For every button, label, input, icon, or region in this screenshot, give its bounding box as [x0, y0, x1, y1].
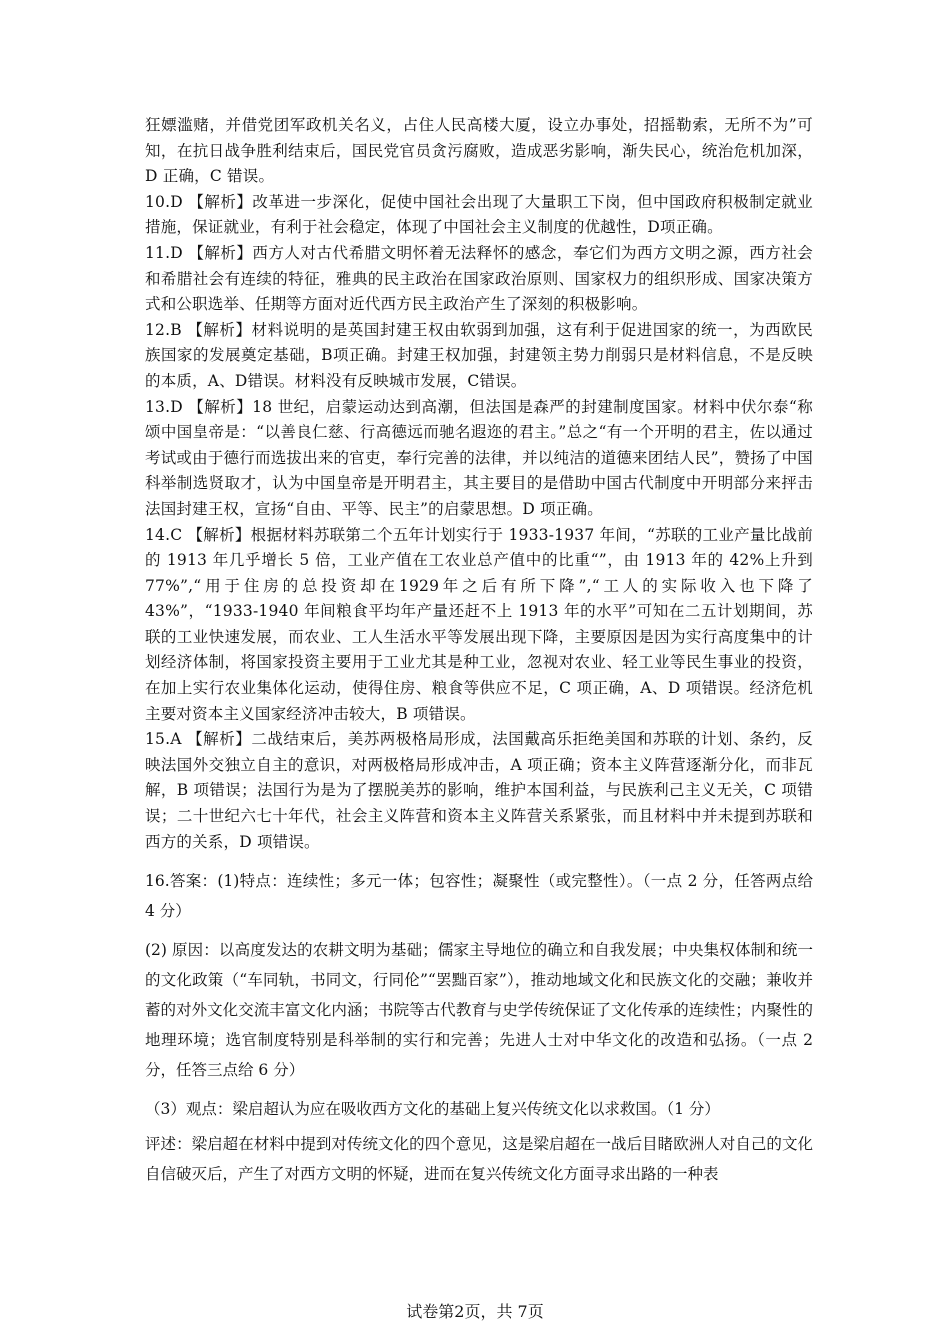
answer-q12: 12.B 【解析】材料说明的是英国封建王权由软弱到加强，这有利于促进国家的统一，为西欧民族国家的发展奠定基础，B项正确。封建王权加强，封建领主势力削弱只是材料信息，不是反映的本质，A、D错误。材料没有反映城市发展，C错误。 — [145, 320, 813, 390]
q16-part3: （3）观点：梁启超认为应在吸收西方文化的基础上复兴传统文化以求救国。（1 分） — [145, 1100, 720, 1118]
q16-part1: 16.答案：(1)特点：连续性；多元一体；包容性；凝聚性（或完整性）。（一点 2 分，任答两点给 4 分） — [145, 872, 813, 920]
answer-q14: 14.C 【解析】根据材料苏联第二个五年计划实行于 1933-1937 年间，“苏联的工业产量比战前的 1913 年几乎增长 5 倍，工业产值在工农业总产值中的比重“”，由 1913 年的 42%上升到77%”,“用于住房的总投资却在1929年之后有所下降”,“工人的实际收入也下降了43%”，“1933-1940 年间粮食平均年产量还赶不上 1913 年的水平”可知在二五计划期间，苏联的工业快速发展，而农业、工人生活水平等发展出现下降，主要原因是因为实行高度集中的计划经济体制，将国家投资主要用于工业尤其是种工业，忽视对农业、轻工业等民生事业的投资，在加上实行农业集体化运动，使得住房、粮食等供应不足，C 项正确，A、D 项错误。经济危机主要对资本主义国家经济冲击较大，B 项错误。 — [145, 525, 813, 723]
answer-q16 — [145, 866, 813, 1198]
q16-part4: 评述：梁启超在材料中提到对传统文化的四个意见，这是梁启超在一战后目睹欧洲人对自己的文化自信破灭后，产生了对西方文明的怀疑，进而在复兴传统文化方面寻求出路的一种表 — [145, 1135, 813, 1183]
answer-q10: 10.D 【解析】改革进一步深化，促使中国社会出现了大量职工下岗，但中国政府积极制定就业措施，保证就业，有利于社会稳定，体现了中国社会主义制度的优越性，D项正确。 — [145, 192, 813, 237]
page-footer: 试卷第2页，共 7页 — [406, 1302, 544, 1321]
answer-q13: 13.D 【解析】18 世纪，启蒙运动达到高潮，但法国是森严的封建制度国家。材料中伏尔泰“称颂中国皇帝是：“以善良仁慈、行高德远而驰名遐迩的君主。”总之“有一个开明的君主，佐以通过考试或由于德行而选拔出来的官吏，奉行完善的法律，并以纯洁的道德来团结人民”，赞扬了中国科举制选贤取才，认为中国皇帝是开明君主，其主要目的是借助中国古代制度中开明部分来抨击法国封建王权，宣扬“自由、平等、民主”的启蒙思想。D 项正确。 — [145, 397, 813, 518]
answer-explanations — [145, 113, 813, 855]
answer-q9-continued: 狂嫖滥赌，并借党团军政机关名义，占住人民高楼大厦，设立办事处，招摇勒索，无所不为”可知，在抗日战争胜利结束后，国民党官员贪污腐败，造成恶劣影响，渐失民心，统治危机加深，D 正确，C 错误。 — [145, 116, 813, 186]
answer-q11: 11.D 【解析】西方人对古代希腊文明怀着无法释怀的感念，奉它们为西方文明之源，西方社会和希腊社会有连续的特征，雅典的民主政治在国家政治原则、国家权力的组织形成、国家决策方式和公职选举、任期等方面对近代西方民主政治产生了深刻的积极影响。 — [145, 243, 813, 314]
q16-part2: (2) 原因：以高度发达的农耕文明为基础；儒家主导地位的确立和自我发展；中央集权体制和统一的文化政策（“车同轨，书同文，行同伦”“罢黜百家”），推动地域文化和民族文化的交融；兼收并蓄的对外文化交流丰富文化内涵；书院等古代教育与史学传统保证了文化传承的连续性；内聚性的地理环境；选官制度特别是科举制的实行和完善；先进人士对中华文化的改造和弘扬。（一点 2 分，任答三点给 6 分） — [145, 941, 813, 1079]
answer-q15: 15.A 【解析】二战结束后，美苏两极格局形成，法国戴高乐拒绝美国和苏联的计划、条约，反映法国外交独立自主的意识，对两极格局形成冲击，A 项正确；资本主义阵营逐渐分化，而非瓦解，B 项错误；法国行为是为了摆脱美苏的影响，维护本国利益，与民族利己主义无关，C 项错误；二十世纪六七十年代，社会主义阵营和资本主义阵营关系紧张，而且材料中并未提到苏联和西方的关系，D 项错误。 — [145, 730, 813, 851]
